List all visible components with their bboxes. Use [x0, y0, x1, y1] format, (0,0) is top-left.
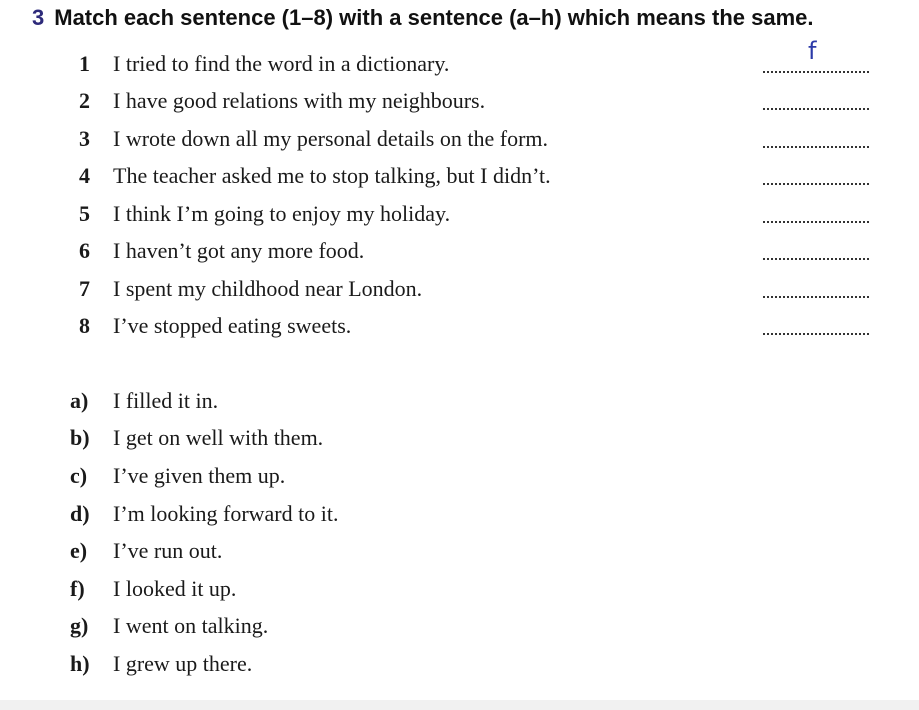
- answer-blank[interactable]: [763, 108, 869, 110]
- answer-blank[interactable]: [763, 146, 869, 148]
- sentence-text: I spent my childhood near London.: [113, 276, 423, 301]
- exercise-number: 3: [32, 5, 45, 30]
- sentence-text: I’ve stopped eating sweets.: [113, 313, 352, 338]
- option-row-d: [0, 501, 919, 533]
- sentence-number: 1: [79, 51, 90, 76]
- option-row-a: [0, 388, 919, 420]
- option-row-c: [0, 463, 919, 495]
- sentence-row-7: [0, 276, 919, 308]
- sentence-row-8: [0, 313, 919, 345]
- option-text: I’ve given them up.: [113, 463, 286, 488]
- answer-blank[interactable]: [763, 296, 869, 298]
- sentence-number: 5: [79, 201, 90, 226]
- option-row-e: [0, 538, 919, 570]
- answer-blank[interactable]: [763, 183, 869, 185]
- sentence-text: I wrote down all my personal details on the form.: [113, 126, 549, 151]
- answer-blank[interactable]: [763, 333, 869, 335]
- answer-blank[interactable]: [763, 258, 869, 260]
- option-text: I’ve run out.: [113, 538, 223, 563]
- sentence-row-3: [0, 126, 919, 158]
- option-text: I get on well with them.: [113, 425, 324, 450]
- option-row-g: [0, 613, 919, 645]
- sentence-row-1: [0, 37, 919, 83]
- option-letter: f): [70, 576, 85, 601]
- answer-handwritten: f: [808, 37, 817, 65]
- sentence-number: 7: [79, 276, 90, 301]
- sentence-text: I haven’t got any more food.: [113, 238, 365, 263]
- sentence-text: I have good relations with my neighbours.: [113, 88, 486, 113]
- option-row-h: [0, 651, 919, 683]
- sentence-number: 2: [79, 88, 90, 113]
- option-letter: h): [70, 651, 90, 676]
- sentence-number: 6: [79, 238, 90, 263]
- option-letter: a): [70, 388, 89, 413]
- option-letter: c): [70, 463, 88, 488]
- sentence-text: I think I’m going to enjoy my holiday.: [113, 201, 451, 226]
- sentence-text: I tried to find the word in a dictionary.: [113, 51, 450, 76]
- sentence-number: 4: [79, 163, 90, 188]
- option-text: I grew up there.: [113, 651, 253, 676]
- sentence-number: 3: [79, 126, 90, 151]
- option-text: I went on talking.: [113, 613, 269, 638]
- bottom-edge: [0, 700, 919, 710]
- option-letter: e): [70, 538, 88, 563]
- option-letter: g): [70, 613, 89, 638]
- sentence-row-6: [0, 238, 919, 270]
- sentence-row-2: [0, 88, 919, 120]
- sentence-row-4: [0, 163, 919, 195]
- exercise-heading: [32, 5, 814, 31]
- option-text: I filled it in.: [113, 388, 219, 413]
- answer-blank[interactable]: [763, 71, 869, 73]
- option-letter: d): [70, 501, 90, 526]
- option-text: I’m looking forward to it.: [113, 501, 339, 526]
- exercise-instruction: Match each sentence (1–8) with a sentence (a–h) which means the same.: [54, 5, 814, 30]
- sentence-number: 8: [79, 313, 90, 338]
- answer-blank[interactable]: [763, 221, 869, 223]
- option-text: I looked it up.: [113, 576, 237, 601]
- option-row-b: [0, 425, 919, 457]
- sentence-text: The teacher asked me to stop talking, but I didn’t.: [113, 163, 551, 188]
- option-letter: b): [70, 425, 90, 450]
- sentence-row-5: [0, 201, 919, 233]
- option-row-f: [0, 576, 919, 608]
